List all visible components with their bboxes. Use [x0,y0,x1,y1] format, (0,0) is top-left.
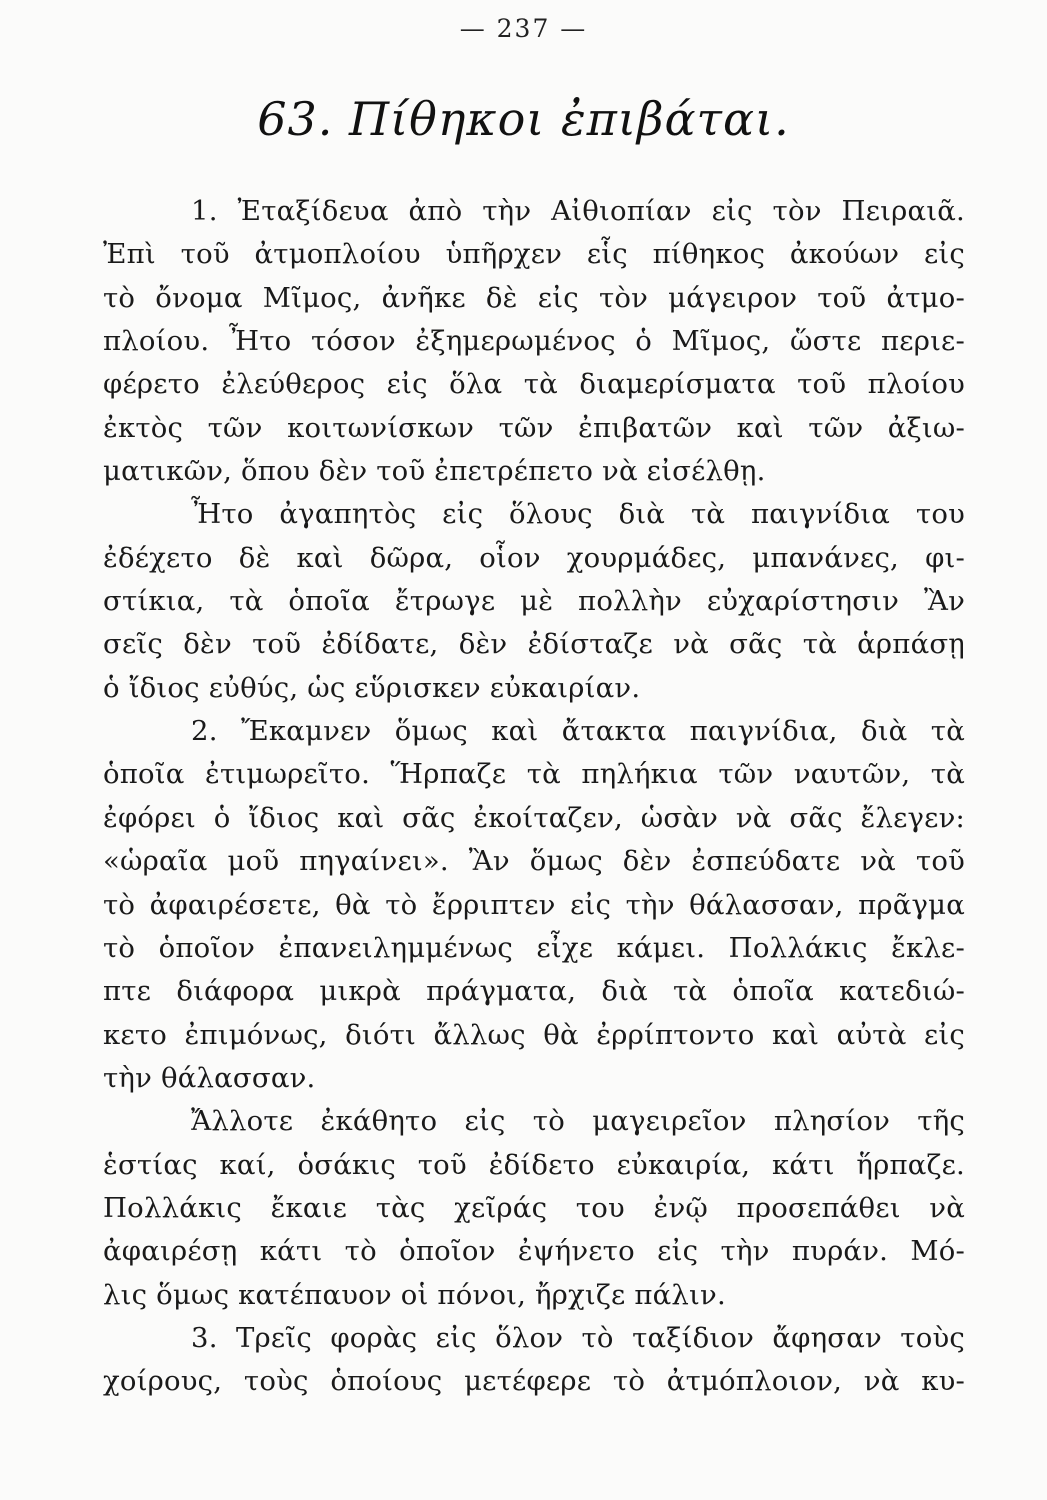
text-line: «ὡραῖα μοῦ πηγαίνει». Ἂν ὅμως δὲν ἐσπεύδατε νὰ τοῦ [103,845,965,878]
text-line: ὁ ἴδιος εὐθύς, ὡς εὕρισκεν εὐκαιρίαν. [103,671,641,704]
text-line: Ἐπὶ τοῦ ἀτμοπλοίου ὑπῆρχεν εἷς πίθηκος ἀκούων εἰς [103,238,965,271]
chapter-title: 63. Πίθηκοι ἐπιβάται. [257,92,790,146]
text-line: φέρετο ἐλεύθερος εἰς ὅλα τὰ διαμερίσματα τοῦ πλοίου [103,368,965,401]
text-line: τὸ ὄνομα Μῖμος, ἀνῆκε δὲ εἰς τὸν μάγειρον τοῦ ἀτμο- [103,281,965,314]
text-line: πτε διάφορα μικρὰ πράγματα, διὰ τὰ ὁποῖα κατεδιώ- [103,975,965,1008]
text-line: ἑστίας καί, ὁσάκις τοῦ ἐδίδετο εὐκαιρία, κάτι ἥρπαζε. [103,1148,965,1181]
text-line: λις ὅμως κατέπαυον οἱ πόνοι, ἤρχιζε πάλιν. [103,1278,726,1311]
text-line: ὁποῖα ἐτιμωρεῖτο. Ἥρπαζε τὰ πηλήκια τῶν ναυτῶν, τὰ [103,758,965,791]
text-line: ἐκτὸς τῶν κοιτωνίσκων τῶν ἐπιβατῶν καὶ τῶν ἀξιω- [103,411,965,444]
text-line: ἐφόρει ὁ ἴδιος καὶ σᾶς ἐκοίταζεν, ὡσὰν νὰ σᾶς ἔλεγεν: [103,801,965,834]
text-line: 1. Ἐταξίδευα ἀπὸ τὴν Αἰθιοπίαν εἰς τὸν Πειραιᾶ. [191,195,965,227]
page-number: — 237 — [459,14,588,43]
text-line: τὸ ἀφαιρέσετε, θὰ τὸ ἔρριπτεν εἰς τὴν θάλασσαν, πρᾶγμα [103,888,965,921]
text-line: Ἦτο ἀγαπητὸς εἰς ὅλους διὰ τὰ παιγνίδια του [191,498,965,531]
text-line: πλοίου. Ἦτο τόσον ἐξημερωμένος ὁ Μῖμος, ὥστε περιε- [103,325,965,358]
text-line: 2. Ἔκαμνεν ὅμως καὶ ἄτακτα παιγνίδια, διὰ τὰ [191,715,965,748]
text-line: ἐδέχετο δὲ καὶ δῶρα, οἷον χουρμάδες, μπανάνες, φι- [103,541,965,574]
text-line: ἀφαιρέσῃ κάτι τὸ ὁποῖον ἐψήνετο εἰς τὴν πυράν. Μό- [103,1235,965,1268]
text-line: Ἄλλοτε ἐκάθητο εἰς τὸ μαγειρεῖον πλησίον τῆς [191,1105,965,1138]
text-line: στίκια, τὰ ὁποῖα ἔτρωγε μὲ πολλὴν εὐχαρίστησιν Ἂν [103,585,965,618]
text-line: Πολλάκις ἔκαιε τὰς χεῖράς του ἐνῷ προσεπάθει νὰ [103,1191,965,1224]
text-line: ματικῶν, ὅπου δὲν τοῦ ἐπετρέπετο νὰ εἰσέλθῃ. [103,455,766,488]
text-line: τὴν θάλασσαν. [103,1061,316,1094]
text-line: χοίρους, τοὺς ὁποίους μετέφερε τὸ ἀτμόπλοιον, νὰ κυ- [103,1365,965,1398]
text-line: κετο ἐπιμόνως, διότι ἄλλως θὰ ἐρρίπτοντο καὶ αὐτὰ εἰς [103,1018,965,1051]
text-line: σεῖς δὲν τοῦ ἐδίδατε, δὲν ἐδίσταζε νὰ σᾶς τὰ ἁρπάσῃ [103,628,965,661]
text-line: 3. Τρεῖς φορὰς εἰς ὅλον τὸ ταξίδιον ἄφησαν τοὺς [191,1321,965,1354]
body-text [103,190,965,1404]
text-line: τὸ ὁποῖον ἐπανειλημμένως εἶχε κάμει. Πολλάκις ἔκλε- [103,931,965,964]
